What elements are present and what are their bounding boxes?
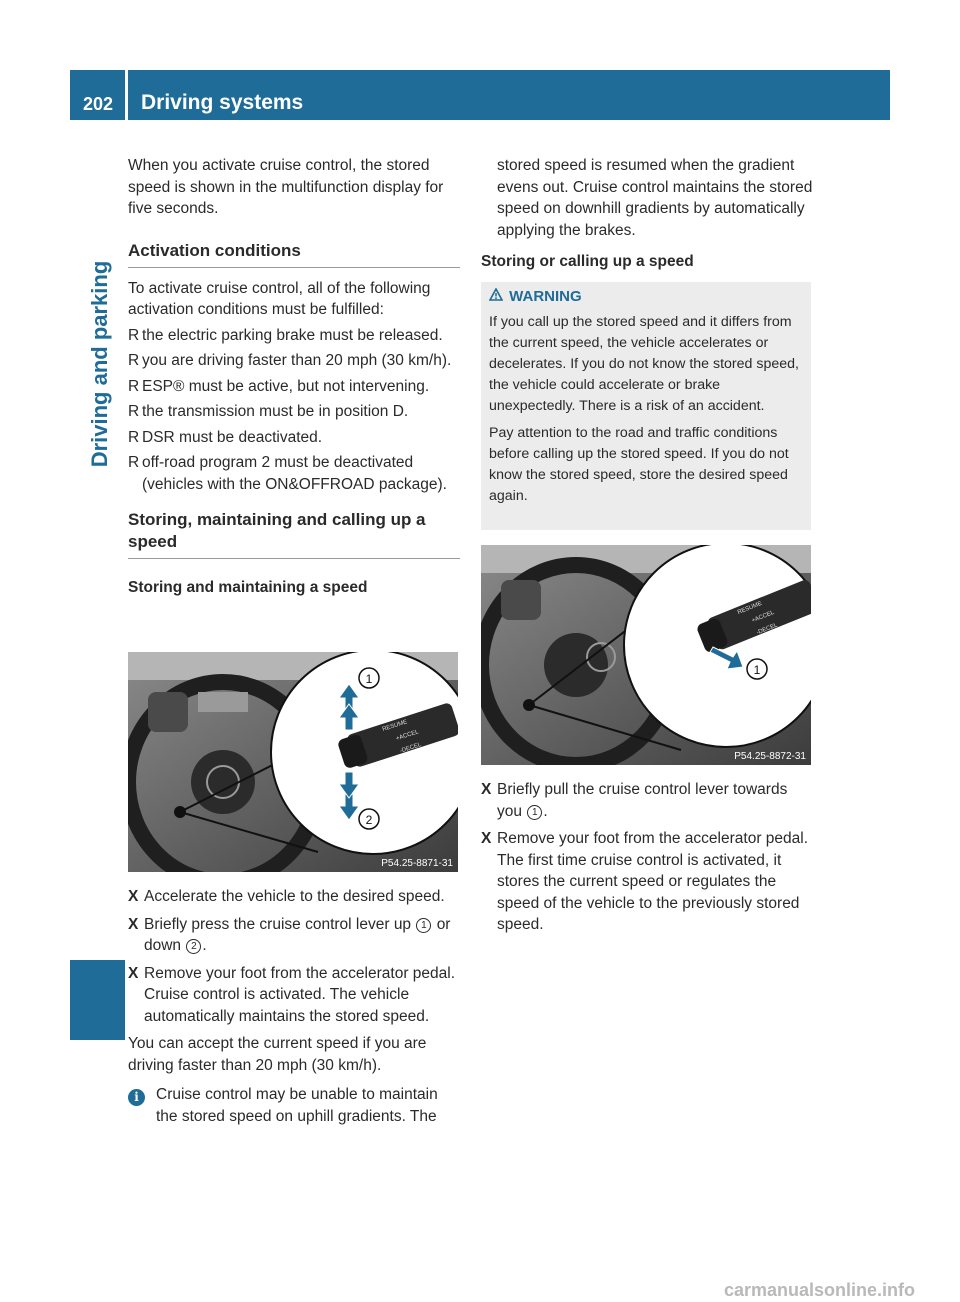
step-item xyxy=(481,828,813,936)
header-separator xyxy=(125,70,128,120)
callout-2: 2 xyxy=(365,813,373,827)
figure-lever-up-down xyxy=(128,652,458,872)
bullet-icon: R xyxy=(128,377,140,395)
step-item: X Briefly pull the cruise control lever towards you 1 . xyxy=(481,781,788,820)
callout-1: 1 xyxy=(753,663,761,677)
activation-heading: Activation conditions xyxy=(128,240,301,260)
bullet-icon: R xyxy=(128,326,140,344)
storing-heading: Storing, maintaining and calling up a speed xyxy=(128,510,426,551)
step-result-text: The first time cruise control is activated, it stores the current speed or regulates the speed of the vehicle to the previously stored speed. xyxy=(497,851,800,933)
step-marker-icon: X xyxy=(481,781,492,798)
list-item xyxy=(128,401,460,423)
figure-code: P54.25-8871-31 xyxy=(381,858,453,869)
note-paragraph: You can accept the current speed if you are driving faster than 20 mph (30 km/h). xyxy=(128,1035,427,1074)
section-rule xyxy=(128,267,460,268)
lever-decel-label: -DECEL xyxy=(755,622,779,637)
step-text: or down xyxy=(144,915,451,954)
page-number: 202 xyxy=(82,94,114,114)
continued-paragraph: stored speed is resumed when the gradient evens out. Cruise control maintains the stored speed on downhill gradients by automatically applying the brakes. xyxy=(497,157,813,239)
warning-title-row xyxy=(489,286,803,308)
side-tab-label: Driving and parking xyxy=(87,260,112,468)
bullet-icon: R xyxy=(128,454,140,471)
right-steps xyxy=(481,779,813,936)
page-title: Driving systems xyxy=(141,91,304,114)
left-steps xyxy=(128,886,460,1127)
step-text: Briefly press the cruise control lever up xyxy=(144,915,412,933)
bullet-icon: R xyxy=(128,403,140,420)
warning-box xyxy=(481,282,811,530)
step-item xyxy=(128,886,460,908)
step-marker-icon: X xyxy=(128,888,139,905)
step-item: X Briefly press the cruise control lever up 1 or down 2 . xyxy=(128,915,451,954)
step-marker-icon: X xyxy=(481,830,492,847)
lever-resume-label: RESUME xyxy=(381,719,409,733)
step-marker-icon: X xyxy=(128,964,139,982)
step-text: Remove your foot from the accelerator pedal. xyxy=(497,830,809,847)
warning-text-2: Pay attention to the road and traffic conditions before calling up the stored speed. If you do not know the stored speed, store the desired speed again. xyxy=(489,424,789,504)
activation-lead: To activate cruise control, all of the following activation conditions must be fulfilled: xyxy=(128,279,431,318)
side-tab-marker xyxy=(70,960,125,1040)
list-item xyxy=(128,376,460,398)
lever-resume-label: RESUME xyxy=(736,600,763,616)
step-text: Briefly pull the cruise control lever towards you xyxy=(497,781,788,820)
step-text: Remove your foot from the accelerator pedal. xyxy=(144,964,456,982)
callout-ref-1: 1 xyxy=(527,805,542,820)
figure-lever-pull xyxy=(481,545,811,765)
cockpit-illustration xyxy=(128,652,458,872)
warning-triangle-icon xyxy=(489,286,505,308)
footer-watermark[interactable]: carmanualsonline.info xyxy=(723,1280,915,1300)
list-item xyxy=(128,350,460,372)
list-item xyxy=(128,325,460,347)
bullet-text: ESP® must be active, but not intervening. xyxy=(142,377,430,395)
bullet-text: off-road program 2 must be deactivated (vehicles with the ON&OFFROAD package). xyxy=(142,454,447,493)
bullet-text: DSR must be deactivated. xyxy=(142,428,323,446)
info-note xyxy=(128,1084,460,1127)
cockpit-illustration xyxy=(481,545,811,765)
list-item xyxy=(128,452,460,495)
callout-1: 1 xyxy=(365,672,373,686)
info-icon: i xyxy=(128,1089,145,1106)
step-item xyxy=(128,963,460,1028)
right-column xyxy=(481,155,813,273)
callout-ref-2: 2 xyxy=(186,939,201,954)
callout-ref-1: 1 xyxy=(416,918,431,933)
lever-decel-label: -DECEL xyxy=(399,742,423,755)
step-text: Accelerate the vehicle to the desired speed. xyxy=(144,888,445,905)
storing-subheading: Storing and maintaining a speed xyxy=(128,579,368,596)
step-marker-icon: X xyxy=(128,915,139,933)
list-item xyxy=(128,427,460,449)
intro-paragraph: When you activate cruise control, the stored speed is shown in the multifunction display for five seconds. xyxy=(128,157,444,217)
calling-up-heading: Storing or calling up a speed xyxy=(481,253,694,270)
figure-code: P54.25-8872-31 xyxy=(734,751,806,762)
warning-text-1: If you call up the stored speed and it differs from the current speed, the vehicle accelerates or decelerates. If you do not know the stored speed, the vehicle could accelerate or brake unexpectedly. There is a risk of an accident. xyxy=(489,313,799,414)
warning-title: WARNING xyxy=(509,288,582,305)
bullet-icon: R xyxy=(128,352,140,369)
info-text: Cruise control may be unable to maintain the stored speed on uphill gradients. The xyxy=(156,1086,438,1125)
bullet-text: the electric parking brake must be released. xyxy=(142,326,443,344)
left-column xyxy=(128,155,460,599)
bullet-icon: R xyxy=(128,428,140,446)
side-tab-label-wrap xyxy=(85,250,115,480)
bullet-text: you are driving faster than 20 mph (30 km/h). xyxy=(142,352,452,369)
step-result-text: Cruise control is activated. The vehicle automatically maintains the stored speed. xyxy=(144,986,430,1025)
lever-accel-label: +ACCEL xyxy=(750,609,776,625)
lever-accel-label: +ACCEL xyxy=(395,729,420,743)
bullet-text: the transmission must be in position D. xyxy=(142,403,409,420)
